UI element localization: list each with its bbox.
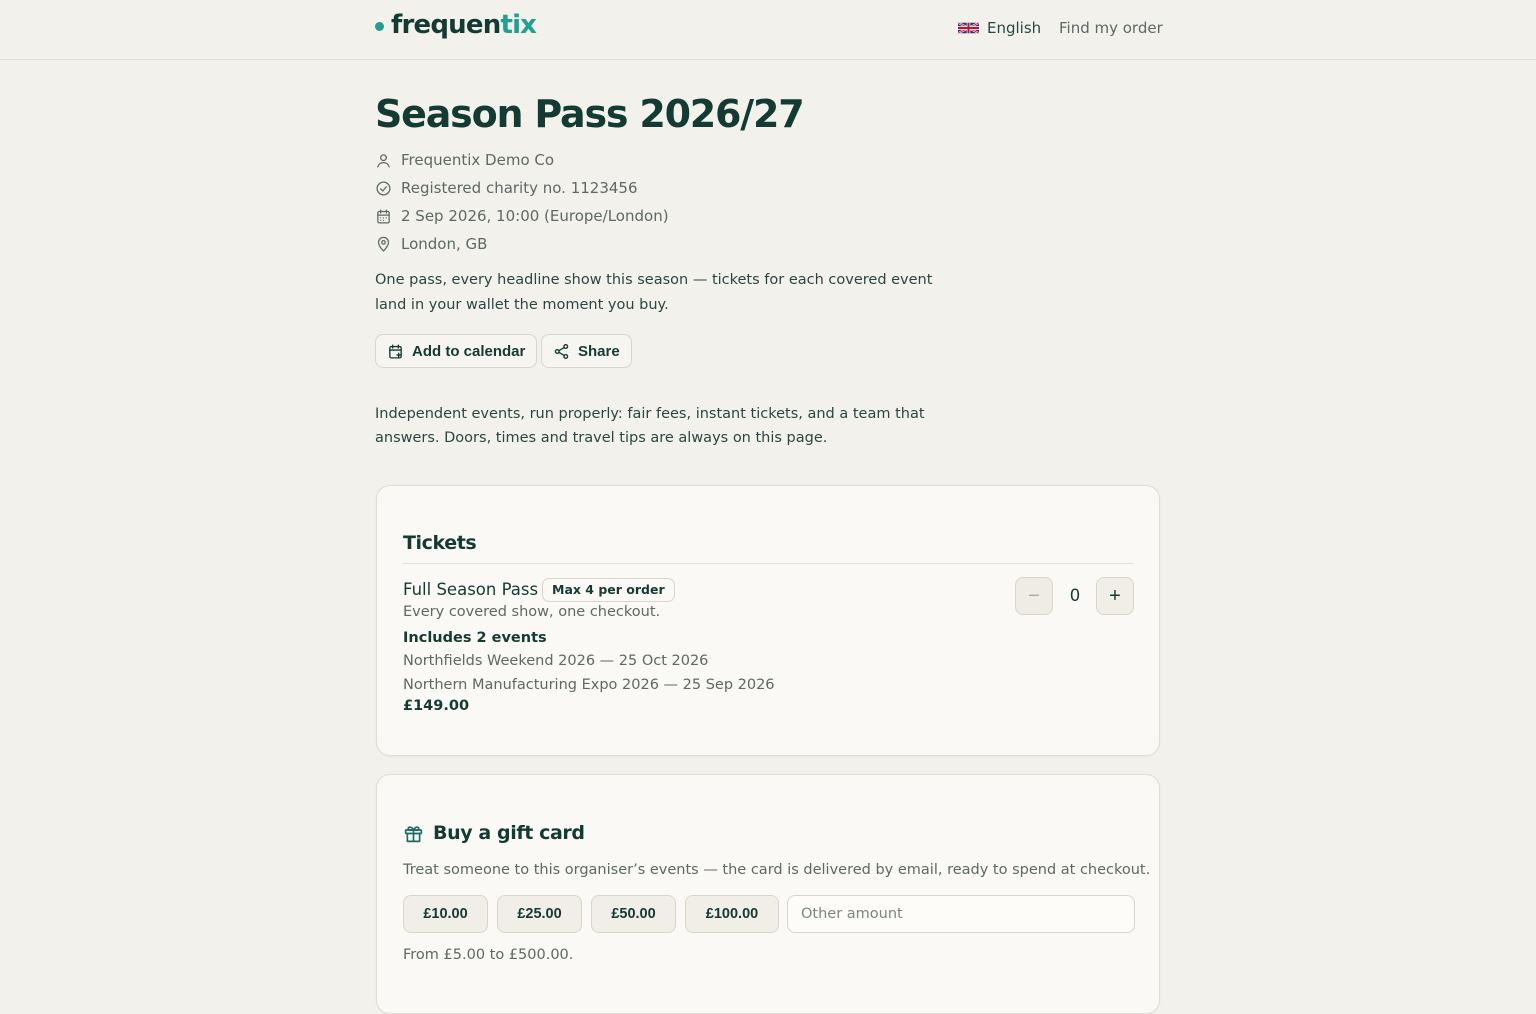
language-selector[interactable]	[958, 19, 1041, 37]
share-icon	[553, 343, 570, 360]
gift-icon	[403, 823, 424, 844]
calendar-add-icon	[387, 343, 404, 360]
gift-amount-range: From £5.00 to £500.00.	[403, 947, 574, 963]
top-bar	[0, 0, 1536, 60]
intro-text: Independent events, run properly: fair fees, instant tickets, and a team that answers. Doors, times and travel tips are always on this page.	[375, 406, 925, 446]
logo-wordmark	[391, 10, 536, 40]
organiser-row	[375, 151, 554, 169]
verified-check-icon	[375, 180, 392, 197]
gift-amount-button[interactable]: £100.00	[685, 895, 779, 933]
charity-number: Registered charity no. 1123456	[401, 179, 638, 197]
quantity-value: 0	[1069, 586, 1081, 605]
max-per-order-badge: Max 4 per order	[542, 578, 675, 602]
logo-dot-icon	[375, 22, 384, 31]
included-event: Northern Manufacturing Expo 2026 — 25 Sep 2026	[403, 677, 775, 693]
event-datetime: 2 Sep 2026, 10:00 (Europe/London)	[401, 207, 669, 225]
logo-text-main: frequen	[391, 10, 501, 40]
charity-row	[375, 179, 638, 197]
gift-amount-button[interactable]: £25.00	[497, 895, 582, 933]
organiser-name: Frequentix Demo Co	[401, 151, 555, 169]
location-pin-icon	[375, 236, 392, 253]
logo-text-accent: tix	[500, 10, 537, 40]
other-amount-input[interactable]	[787, 895, 1135, 933]
page-title: Season Pass 2026/27	[375, 92, 804, 136]
find-my-order-link[interactable]: Find my order	[1059, 19, 1163, 37]
gift-amount-button[interactable]: £50.00	[591, 895, 676, 933]
share-label: Share	[578, 342, 620, 360]
location-row	[375, 235, 487, 253]
includes-label: Includes 2 events	[403, 630, 547, 646]
gift-card-description: Treat someone to this organiser’s events — the card is delivered by email, ready to spend at checkout.	[403, 862, 1151, 878]
language-label: English	[987, 19, 1042, 37]
user-icon	[375, 152, 392, 169]
ticket-price: £149.00	[403, 698, 470, 714]
tickets-heading: Tickets	[403, 532, 477, 554]
add-to-calendar-label: Add to calendar	[412, 342, 526, 360]
ticket-subtitle: Every covered show, one checkout.	[403, 604, 661, 620]
minus-icon: −	[1028, 584, 1040, 607]
gift-card-section	[376, 774, 1160, 1014]
decrease-quantity-button[interactable]	[1015, 577, 1053, 615]
included-event: Northfields Weekend 2026 — 25 Oct 2026	[403, 653, 709, 669]
tickets-divider	[403, 563, 1133, 564]
uk-flag-icon	[958, 21, 979, 35]
gift-card-title: Buy a gift card	[433, 822, 585, 844]
tickets-card	[376, 485, 1160, 756]
event-description: One pass, every headline show this season — tickets for each covered event land in your wallet the moment you buy.	[375, 272, 933, 313]
gift-card-heading	[403, 822, 585, 844]
ticket-name: Full Season Pass	[403, 580, 539, 599]
gift-amount-button[interactable]: £10.00	[403, 895, 488, 933]
add-to-calendar-button[interactable]	[375, 334, 537, 368]
calendar-icon	[375, 208, 392, 225]
frequentix-logo[interactable]	[375, 10, 536, 40]
event-location: London, GB	[401, 235, 488, 253]
plus-icon: +	[1109, 584, 1121, 607]
increase-quantity-button[interactable]	[1096, 577, 1134, 615]
share-button[interactable]	[541, 334, 632, 368]
date-row	[375, 207, 669, 225]
